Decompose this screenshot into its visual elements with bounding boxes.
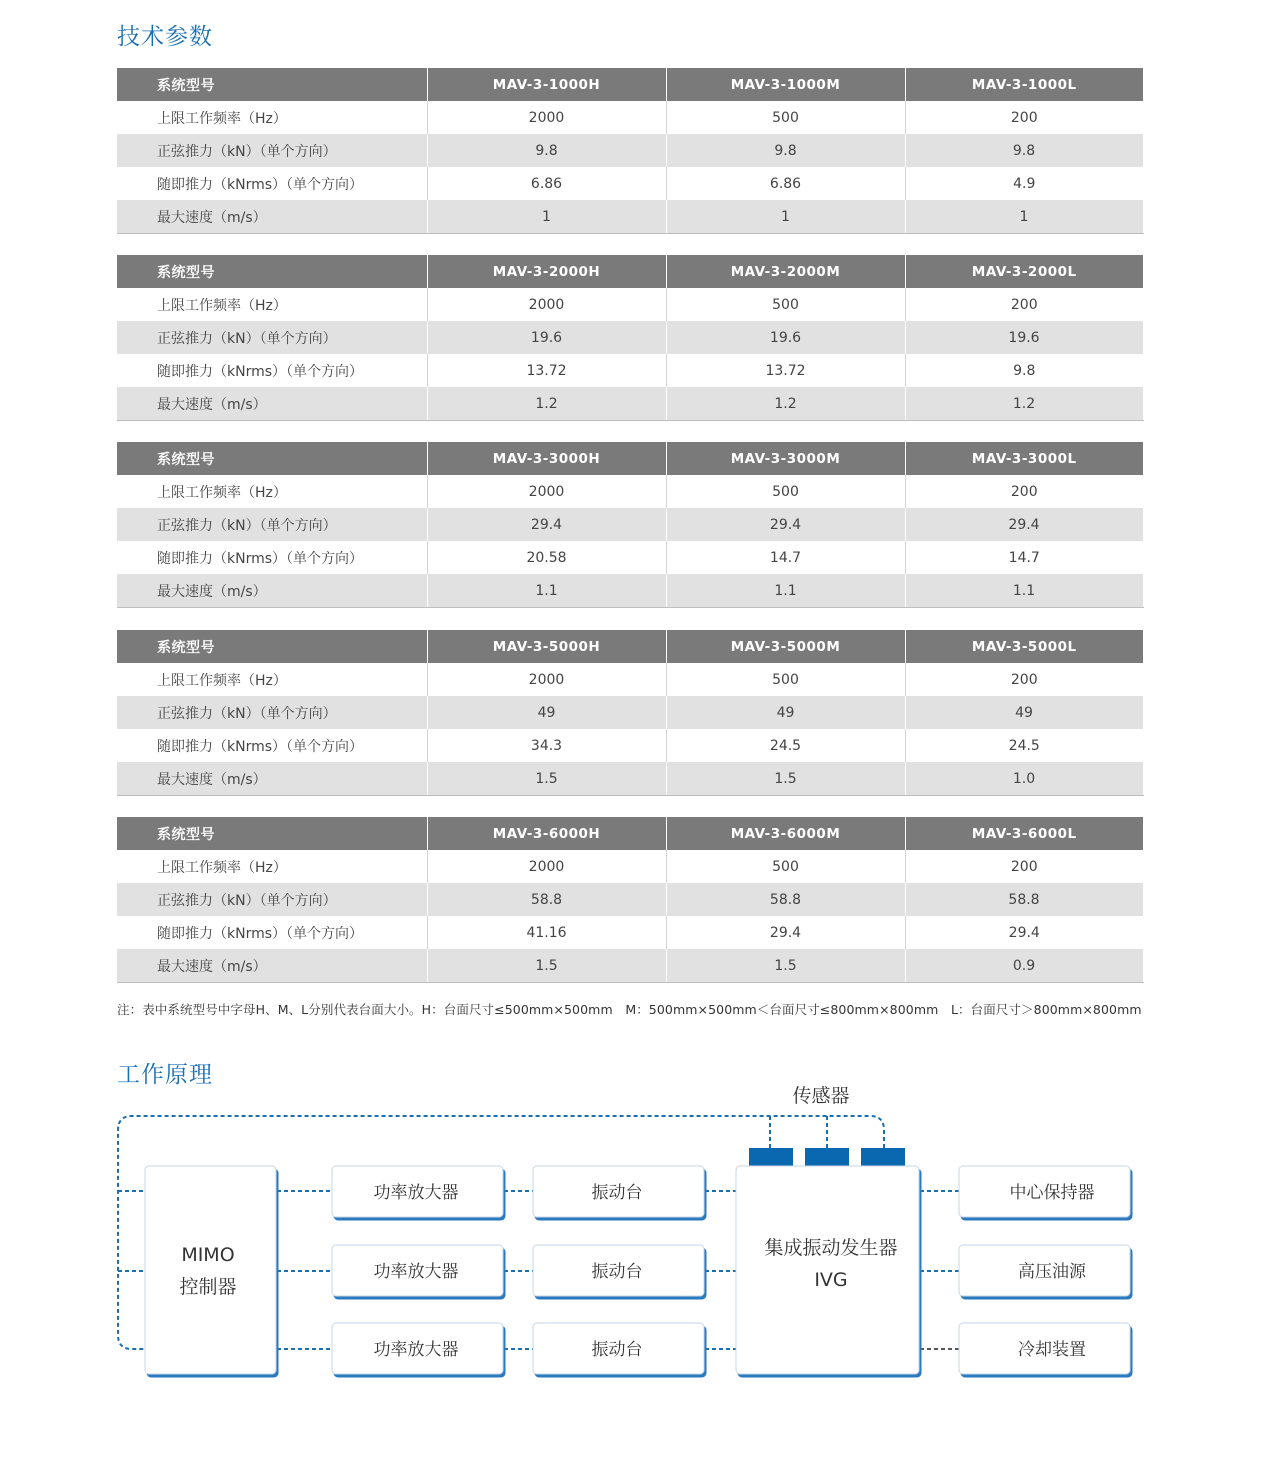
shaker-box	[533, 1166, 704, 1217]
ivg-label-line1: 集成振动发生器	[764, 1237, 898, 1259]
header-label: 系统型号	[117, 817, 427, 850]
header-label: 系统型号	[117, 630, 427, 663]
controller-label-line1: MIMO	[181, 1244, 235, 1266]
model-name: MAV-3-3000M	[666, 442, 905, 475]
cell-value: 20.58	[427, 541, 666, 574]
cell-value: 2000	[427, 475, 666, 508]
cell-value: 29.4	[666, 508, 905, 541]
cell-value: 9.8	[1013, 362, 1036, 379]
model-size-note: 注：表中系统型号中字母H、M、L分别代表台面大小。H：台面尺寸≤500mm×500mm M：500mm×500mm＜台面尺寸≤800mm×800mm L：台面尺寸＞800mm×800mm	[117, 1002, 1142, 1017]
cell-value: 1	[905, 200, 1143, 234]
cell-value: 9.8	[666, 134, 905, 167]
cell-value: 1.5	[427, 762, 666, 796]
cell-value: 1.1	[666, 574, 905, 608]
sensor-block	[805, 1148, 849, 1166]
cell-value: 14.7	[666, 541, 905, 574]
cell-value: 13.72	[427, 354, 666, 387]
cell-value: 1.5	[666, 949, 905, 983]
controller-label-line2: 控制器	[179, 1276, 237, 1298]
spec-section-title: 技术参数	[117, 24, 213, 50]
row-label: 随即推力（kNrms）（单个方向）	[117, 916, 427, 949]
row-label: 随即推力（kNrms）（单个方向）	[117, 729, 427, 762]
cell-value: 500	[666, 288, 905, 321]
cell-value: 1.2	[666, 387, 905, 421]
cell-value: 6.86	[427, 167, 666, 200]
cell-value: 2000	[427, 850, 666, 883]
mimo-controller-box	[145, 1166, 276, 1374]
cell-value: 6.86	[666, 167, 905, 200]
model-name: MAV-3-2000L	[905, 255, 1143, 288]
cell-value: 41.16	[427, 916, 666, 949]
row-label: 正弦推力（kN）（单个方向）	[117, 883, 427, 916]
cell-value: 0.9	[905, 949, 1143, 983]
shaker-label: 振动台	[591, 1183, 643, 1203]
model-name: MAV-3-6000L	[905, 817, 1143, 850]
row-label: 正弦推力（kN）（单个方向）	[117, 696, 427, 729]
model-name: MAV-3-1000L	[905, 68, 1143, 101]
amplifier-label: 功率放大器	[373, 1262, 459, 1282]
row-label: 上限工作频率（Hz）	[117, 475, 427, 508]
cell-value: 24.5	[666, 729, 905, 762]
row-label: 上限工作频率（Hz）	[117, 288, 427, 321]
cell-value: 9.8	[427, 134, 666, 167]
right-box-label: 冷却装置	[1018, 1340, 1086, 1360]
cell-value: 2000	[427, 101, 666, 134]
cell-value: 200	[1010, 671, 1038, 688]
cell-value: 1.0	[905, 762, 1143, 796]
shaker-box	[533, 1323, 704, 1374]
cell-value: 49	[666, 696, 905, 729]
model-name: MAV-3-1000M	[666, 68, 905, 101]
ivg-label-line2: IVG	[814, 1269, 848, 1291]
model-name: MAV-3-2000H	[427, 255, 666, 288]
cell-value: 34.3	[427, 729, 666, 762]
power-amplifier-box	[332, 1323, 503, 1374]
cell-value: 500	[666, 663, 905, 696]
cell-value: 4.9	[1013, 175, 1036, 192]
ivg-box	[736, 1166, 919, 1374]
power-amplifier-box	[332, 1245, 503, 1296]
row-label: 随即推力（kNrms）（单个方向）	[117, 167, 427, 200]
row-label: 随即推力（kNrms）（单个方向）	[117, 541, 427, 574]
model-name: MAV-3-3000H	[427, 442, 666, 475]
cell-value: 19.6	[427, 321, 666, 354]
amplifier-label: 功率放大器	[373, 1340, 459, 1360]
cell-value: 29.4	[666, 916, 905, 949]
cell-value: 500	[666, 850, 905, 883]
row-label: 随即推力（kNrms）（单个方向）	[117, 354, 427, 387]
cell-value: 24.5	[1008, 737, 1040, 754]
cooling-unit-box	[959, 1323, 1130, 1374]
cell-value: 58.8	[427, 883, 666, 916]
cell-value: 200	[1010, 858, 1038, 875]
principle-section-title: 工作原理	[117, 1062, 213, 1088]
cell-value: 2000	[427, 288, 666, 321]
sensor-block	[749, 1148, 793, 1166]
cell-value: 13.72	[666, 354, 905, 387]
sensor-block	[861, 1148, 905, 1166]
cell-value: 49	[427, 696, 666, 729]
cell-value: 2000	[427, 663, 666, 696]
cell-value: 200	[1010, 483, 1038, 500]
model-name: MAV-3-6000H	[427, 817, 666, 850]
cell-value: 200	[1010, 109, 1038, 126]
right-box-label: 高压油源	[1018, 1262, 1086, 1282]
right-box-label: 中心保持器	[1009, 1183, 1095, 1203]
cell-value: 19.6	[666, 321, 905, 354]
model-name: MAV-3-6000M	[666, 817, 905, 850]
cell-value: 500	[666, 475, 905, 508]
cell-value: 29.4	[427, 508, 666, 541]
row-label: 上限工作频率（Hz）	[117, 850, 427, 883]
header-label: 系统型号	[117, 442, 427, 475]
cell-value: 29.4	[905, 508, 1143, 541]
amplifier-label: 功率放大器	[373, 1183, 459, 1203]
cell-value: 1.2	[427, 387, 666, 421]
cell-value: 49	[905, 696, 1143, 729]
header-label: 系统型号	[117, 68, 427, 101]
model-name: MAV-3-2000M	[666, 255, 905, 288]
row-label: 上限工作频率（Hz）	[117, 663, 427, 696]
row-label: 最大速度（m/s）	[117, 200, 427, 234]
power-amplifier-box	[332, 1166, 503, 1217]
shaker-label: 振动台	[591, 1340, 643, 1360]
row-label: 最大速度（m/s）	[117, 387, 427, 421]
cell-value: 500	[666, 101, 905, 134]
cell-value: 9.8	[905, 134, 1143, 167]
model-name: MAV-3-5000M	[666, 630, 905, 663]
cell-value: 1.1	[905, 574, 1143, 608]
cell-value: 29.4	[1008, 924, 1040, 941]
row-label: 正弦推力（kN）（单个方向）	[117, 321, 427, 354]
model-name: MAV-3-5000L	[905, 630, 1143, 663]
model-name: MAV-3-1000H	[427, 68, 666, 101]
cell-value: 58.8	[905, 883, 1143, 916]
cell-value: 1.5	[666, 762, 905, 796]
cell-value: 1.1	[427, 574, 666, 608]
cell-value: 200	[1010, 296, 1038, 313]
row-label: 上限工作频率（Hz）	[117, 101, 427, 134]
cell-value: 1	[427, 200, 666, 234]
row-label: 最大速度（m/s）	[117, 949, 427, 983]
header-label: 系统型号	[117, 255, 427, 288]
cell-value: 14.7	[1008, 549, 1040, 566]
shaker-label: 振动台	[591, 1262, 643, 1282]
row-label: 最大速度（m/s）	[117, 574, 427, 608]
cell-value: 1.2	[905, 387, 1143, 421]
model-name: MAV-3-3000L	[905, 442, 1143, 475]
cell-value: 58.8	[666, 883, 905, 916]
cell-value: 1.5	[427, 949, 666, 983]
sensor-label: 传感器	[792, 1085, 850, 1107]
center-holder-box	[959, 1166, 1130, 1217]
cell-value: 19.6	[905, 321, 1143, 354]
row-label: 正弦推力（kN）（单个方向）	[117, 134, 427, 167]
row-label: 最大速度（m/s）	[117, 762, 427, 796]
row-label: 正弦推力（kN）（单个方向）	[117, 508, 427, 541]
hydraulic-source-box	[959, 1245, 1130, 1296]
shaker-box	[533, 1245, 704, 1296]
cell-value: 1	[666, 200, 905, 234]
model-name: MAV-3-5000H	[427, 630, 666, 663]
